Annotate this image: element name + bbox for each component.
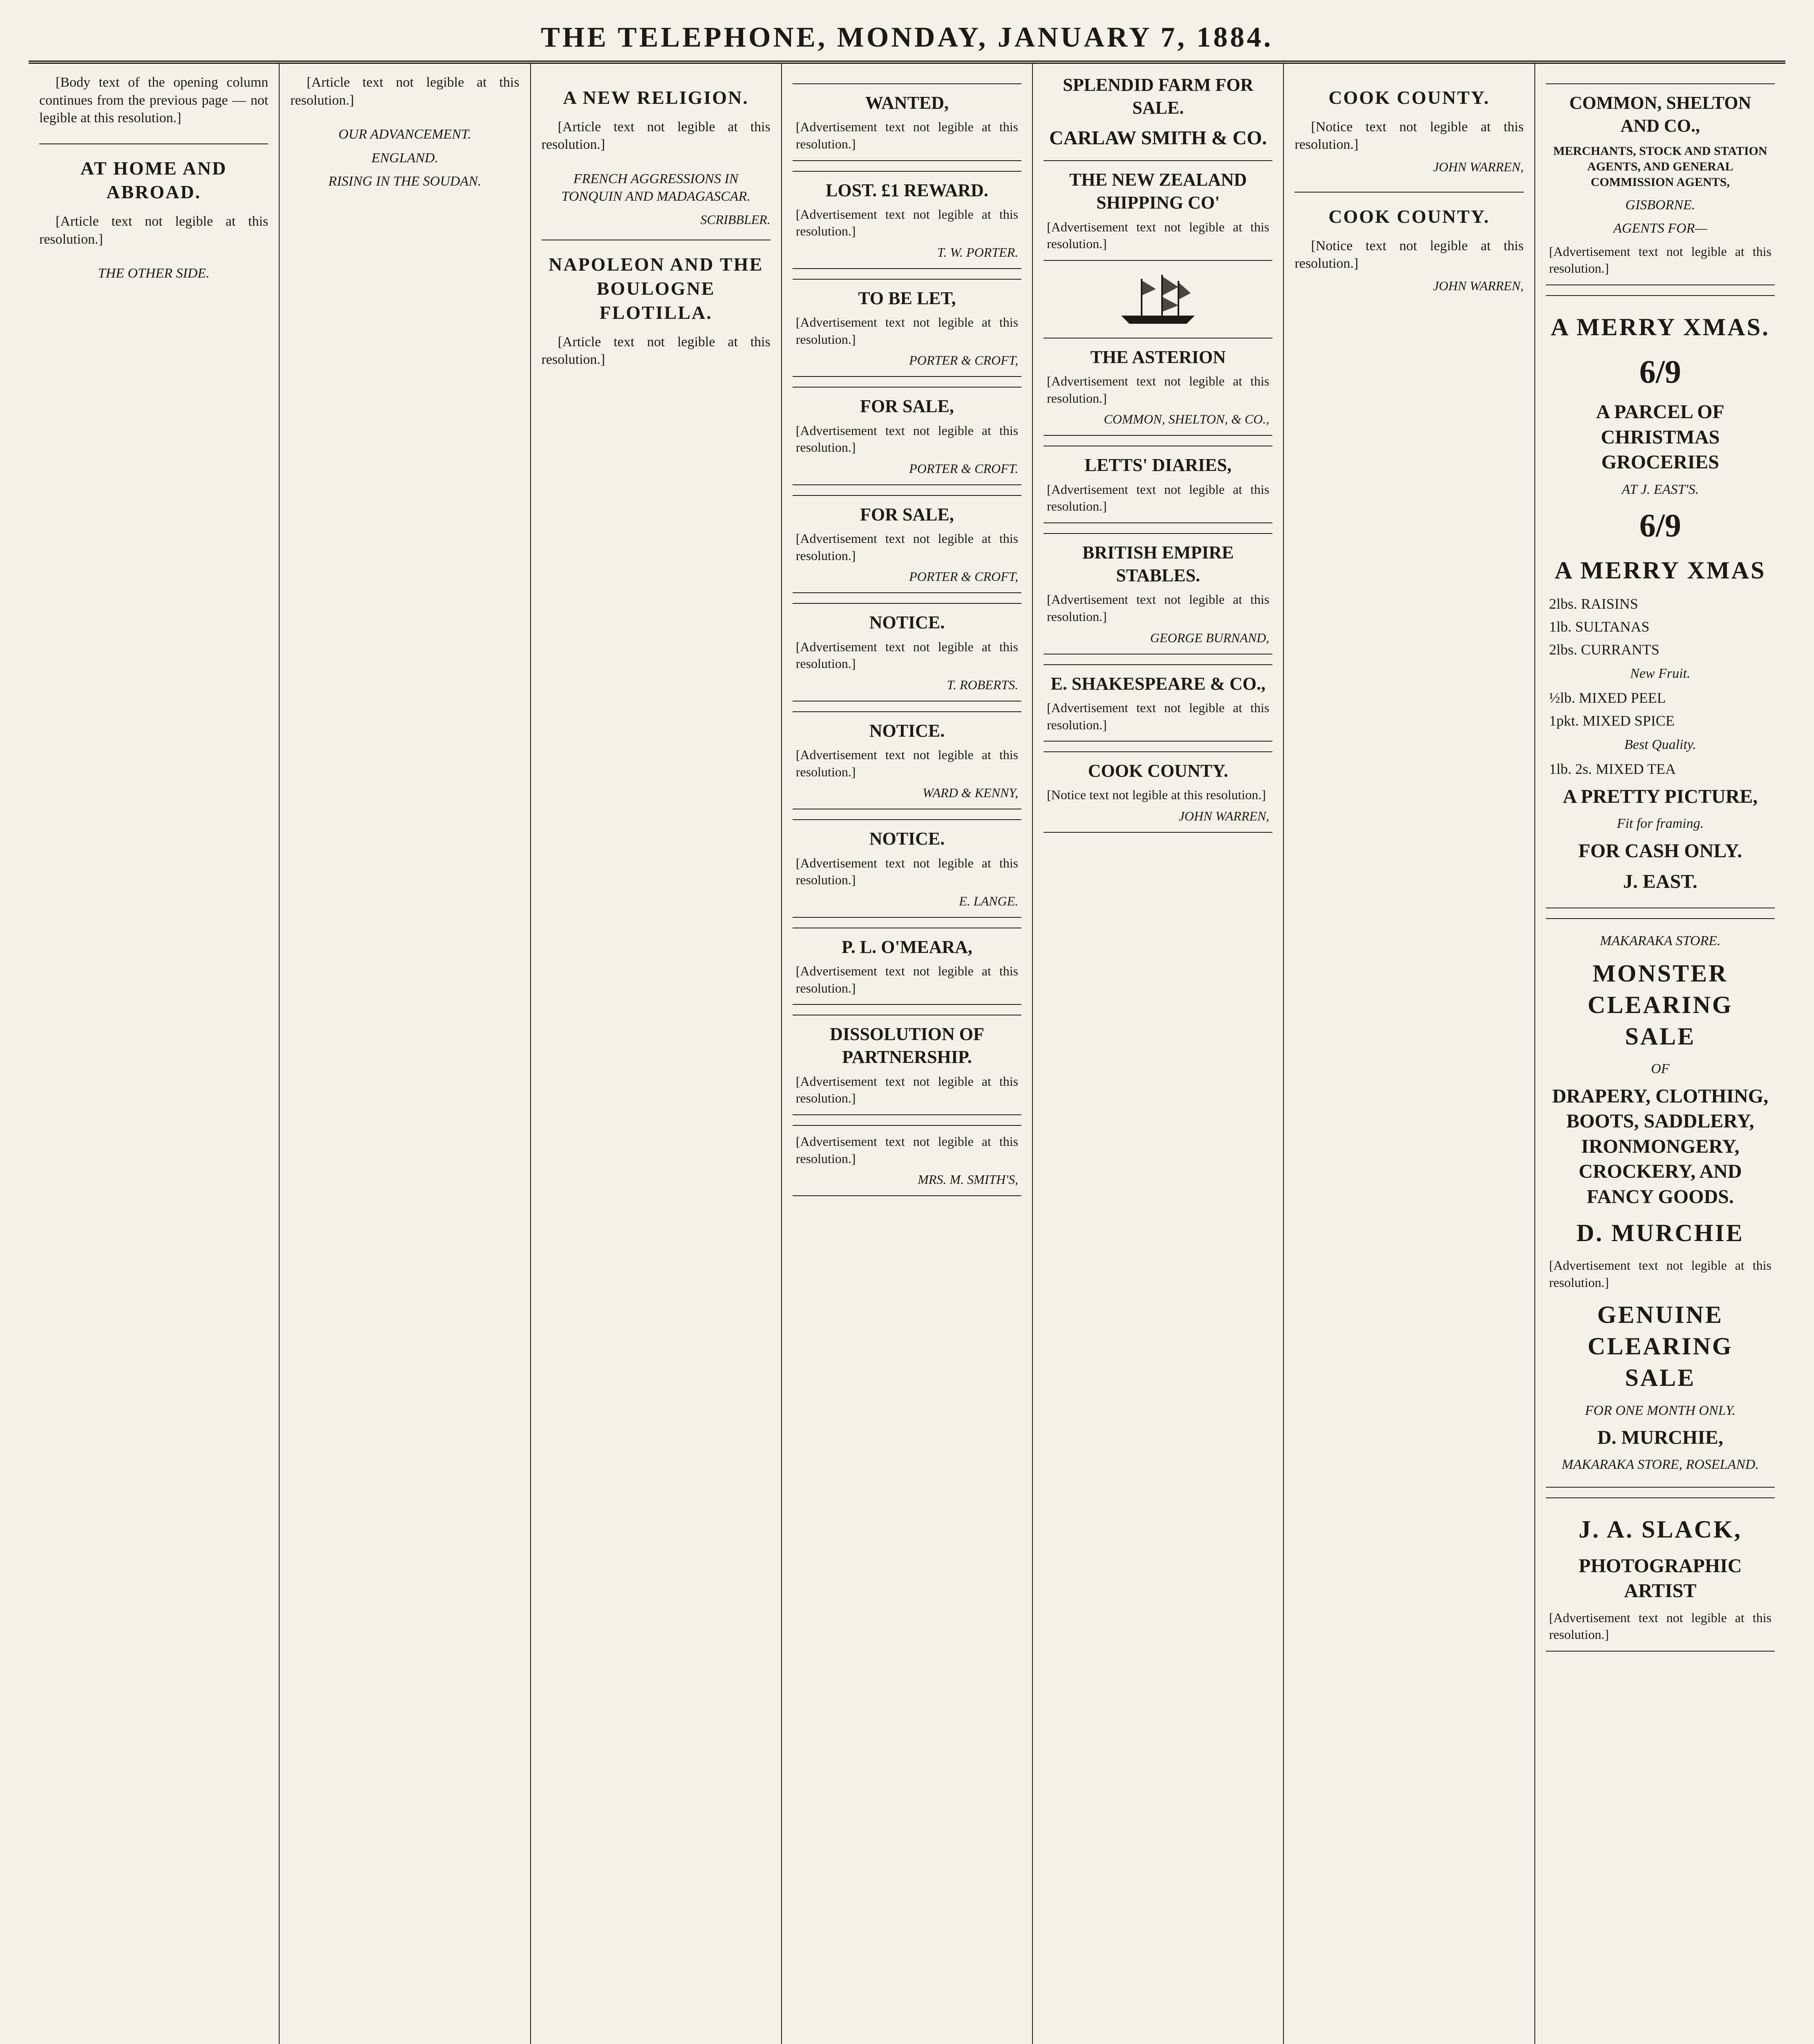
ad-body: [Advertisement text not legible at this resolution.] [795,1074,1019,1106]
ad-body: [Advertisement text not legible at this resolution.] [795,315,1019,347]
ad-signature: PORTER & CROFT, [909,353,1019,368]
cook-county-heading: COOK COUNTY. [1328,206,1490,227]
proprietor-name: D. MURCHIE [1576,1219,1744,1247]
ad-title: FOR SALE, [860,504,954,524]
grocery-item: 1lb. 2s. MIXED TEA [1549,760,1676,777]
photographer-ad [1546,1497,1775,1652]
notice-body: [Notice text not legible at this resolution.] [1294,119,1524,152]
xmas-title: A MERRY XMAS [1554,557,1766,584]
xmas-title: A MERRY XMAS. [1550,314,1770,341]
ad-body: [Advertisement text not legible at this resolution.] [795,206,1019,239]
ad-title: NOTICE. [869,829,945,849]
ad-body: [Notice text not legible at this resolution.] [1047,787,1266,802]
firm-name: CARLAW SMITH & CO. [1049,127,1267,149]
classified-ad [793,819,1021,917]
parcel-seller: AT J. EAST'S. [1621,482,1699,497]
ad-body: [Advertisement text not legible at this resolution.] [795,1134,1019,1166]
ad-signature: JOHN WARREN, [1178,809,1270,823]
ad-signature: PORTER & CROFT. [909,461,1019,476]
item-note: Best Quality. [1624,737,1696,753]
classified-ad [793,279,1021,377]
classified-ad [793,495,1021,593]
ad-title: WANTED, [865,93,949,113]
seller-name: J. EAST. [1623,871,1698,893]
classified-ad [793,387,1021,485]
article-paragraph: [Article text not legible at this resolution.] [39,214,269,247]
notice-signature: JOHN WARREN, [1433,278,1524,293]
column-1 [29,64,280,2044]
ad-body: [Advertisement text not legible at this resolution.] [795,639,1019,671]
classified-ad [1044,446,1272,523]
column-6 [1284,64,1535,2044]
ad-title: NOTICE. [869,720,945,741]
classified-ad [1044,664,1272,742]
ad-title: LOST. £1 REWARD. [826,180,988,200]
sailing-ship-icon [1117,271,1199,328]
store-name: MAKARAKA STORE. [1600,933,1721,948]
ad-body: [Advertisement text not legible at this resolution.] [1047,592,1270,624]
column-7 [1535,64,1785,2044]
ad-body: [Advertisement text not legible at this resolution.] [795,855,1019,888]
ad-title: COOK COUNTY. [1088,761,1228,781]
ad-body: [Advertisement text not legible at this resolution.] [1047,700,1270,732]
store-address: MAKARAKA STORE, ROSELAND. [1561,1457,1759,1472]
clearing-goods: DRAPERY, CLOTHING, BOOTS, SADDLERY, IRONMONGERY, CROCKERY, AND FANCY GOODS. [1552,1085,1769,1208]
cook-county-heading: COOK COUNTY. [1328,87,1490,108]
column-2 [280,64,531,2044]
notice-signature: JOHN WARREN, [1433,159,1524,174]
classified-ad [793,83,1021,161]
farm-sale-title: SPLENDID FARM FOR SALE. [1063,75,1254,118]
article-paragraph: [Article text not legible at this resolution.] [541,119,770,152]
classified-ad [793,1015,1021,1115]
photographer-title: PHOTOGRAPHIC ARTIST [1579,1555,1742,1602]
ad-title: DISSOLUTION OF PARTNERSHIP. [830,1024,984,1067]
article-paragraph: [Article text not legible at this resolution.] [541,334,770,368]
grocery-item: 1lb. SULTANAS [1549,619,1650,635]
ad-body: [Advertisement text not legible at this resolution.] [795,423,1019,455]
proprietor-name: D. MURCHIE, [1597,1427,1723,1449]
classified-ad [1044,533,1272,654]
classified-ad [1044,751,1272,833]
newspaper-title: THE TELEPHONE, MONDAY, JANUARY 7, 1884. [541,22,1273,53]
article-napoleon [542,333,770,369]
ad-signature: GEORGE BURNAND, [1150,630,1270,645]
ad-title: FOR SALE, [860,396,954,417]
classified-ad [793,1125,1021,1196]
article-subheading: ENGLAND. [371,150,439,166]
agents-for: AGENTS FOR— [1613,221,1707,236]
article-paragraph: [Body text of the opening column continues from the previous page — not legible at this resolution.] [39,75,269,126]
column-5 [1033,64,1284,2044]
ad-body: [Advertisement text not legible at this resolution.] [1047,482,1270,514]
ad-title: THE ASTERION [1090,347,1226,367]
classified-ad [1044,160,1272,261]
firm-description: MERCHANTS, STOCK AND STATION AGENTS, AND GENERAL COMMISSION AGENTS, [1553,144,1767,189]
grocery-item: 2lbs. CURRANTS [1549,641,1659,658]
ad-body: [Advertisement text not legible at this resolution.] [1549,244,1771,276]
clearing-title: MONSTER CLEARING SALE [1588,960,1733,1050]
grocery-item: 1pkt. MIXED SPICE [1549,713,1675,729]
parcel-title: A PARCEL OF CHRISTMAS GROCERIES [1596,401,1724,473]
column-4 [782,64,1033,2044]
notice-body: [Notice text not legible at this resolution.] [1294,238,1524,271]
clearing-of: OF [1651,1061,1670,1077]
ad-body: [Advertisement text not legible at this resolution.] [795,119,1019,151]
ad-signature: T. ROBERTS. [947,677,1019,692]
ad-title: E. SHAKESPEARE & CO., [1050,673,1266,694]
article-subheading: FRENCH AGGRESSIONS IN TONQUIN AND MADAGASCAR. [561,171,750,204]
ad-body: [Advertisement text not legible at this resolution.] [1549,1257,1771,1290]
article-continued [39,74,268,127]
picture-line: A PRETTY PICTURE, [1563,785,1758,807]
ad-body: [Advertisement text not legible at this resolution.] [1549,1610,1771,1642]
ad-title: P. L. O'MEARA, [842,937,972,957]
grocery-item: 2lbs. RAISINS [1549,596,1638,612]
clearing-sale-ad [1546,918,1775,1488]
ad-title: THE NEW ZEALAND SHIPPING CO' [1069,170,1247,213]
ad-title: TO BE LET, [858,288,956,308]
ad-signature: WARD & KENNY, [923,785,1019,800]
ad-signature: PORTER & CROFT, [909,569,1019,584]
masthead [29,16,1785,64]
classified-ad [1044,338,1272,436]
ad-title: LETTS' DIARIES, [1084,455,1232,475]
public-notice [1294,118,1523,175]
columns [29,64,1785,2044]
cash-line: FOR CASH ONLY. [1578,840,1742,862]
classified-ad [793,171,1021,269]
ad-body: [Advertisement text not legible at this resolution.] [795,747,1019,779]
genuine-sale: GENUINE CLEARING SALE [1588,1301,1733,1391]
ad-title: BRITISH EMPIRE STABLES. [1082,542,1234,586]
ad-body: [Advertisement text not legible at this resolution.] [1047,374,1270,406]
article-heading-home-abroad: AT HOME AND ABROAD. [80,157,227,203]
ad-signature: E. LANGE. [959,893,1019,908]
article-heading-napoleon: NAPOLEON AND THE BOULOGNE FLOTILLA. [549,253,764,323]
firm-name: COMMON, SHELTON AND CO., [1569,93,1751,136]
item-note: New Fruit. [1630,666,1691,681]
article-home-abroad [39,213,268,248]
ad-signature: MRS. M. SMITH'S, [918,1172,1019,1187]
article-heading-new-religion: A NEW RELIGION. [563,87,749,108]
classified-ad [793,928,1021,1005]
ad-body: [Advertisement text not legible at this resolution.] [795,963,1019,995]
ad-body: [Advertisement text not legible at this resolution.] [1047,219,1270,251]
ad-title: NOTICE. [869,612,945,633]
price: 6/9 [1639,508,1681,544]
photographer-name: J. A. SLACK, [1578,1516,1742,1543]
grocery-ad [1546,295,1775,908]
article-subheading: OUR ADVANCEMENT. [338,127,471,142]
price: 6/9 [1639,354,1681,390]
article-new-religion [542,118,770,154]
article-byline: SCRIBBLER. [700,212,770,227]
firm-place: GISBORNE. [1625,197,1695,213]
classified-ad [793,603,1021,701]
article-subheading: RISING IN THE SOUDAN. [328,174,481,189]
article-continued [290,74,519,109]
article-paragraph: [Article text not legible at this resolution.] [290,75,520,108]
ad-signature: T. W. PORTER. [937,245,1019,260]
column-3 [531,64,782,2044]
one-month: FOR ONE MONTH ONLY. [1585,1403,1736,1418]
ad-signature: COMMON, SHELTON, & CO., [1104,412,1270,427]
classified-ad [793,711,1021,809]
public-notice [1294,237,1523,294]
ad-body: [Advertisement text not legible at this resolution.] [795,531,1019,563]
grocery-item: ½lb. MIXED PEEL [1549,689,1666,706]
picture-sub: Fit for framing. [1617,816,1704,831]
merchant-ad [1546,83,1775,285]
article-subheading: THE OTHER SIDE. [98,266,210,281]
